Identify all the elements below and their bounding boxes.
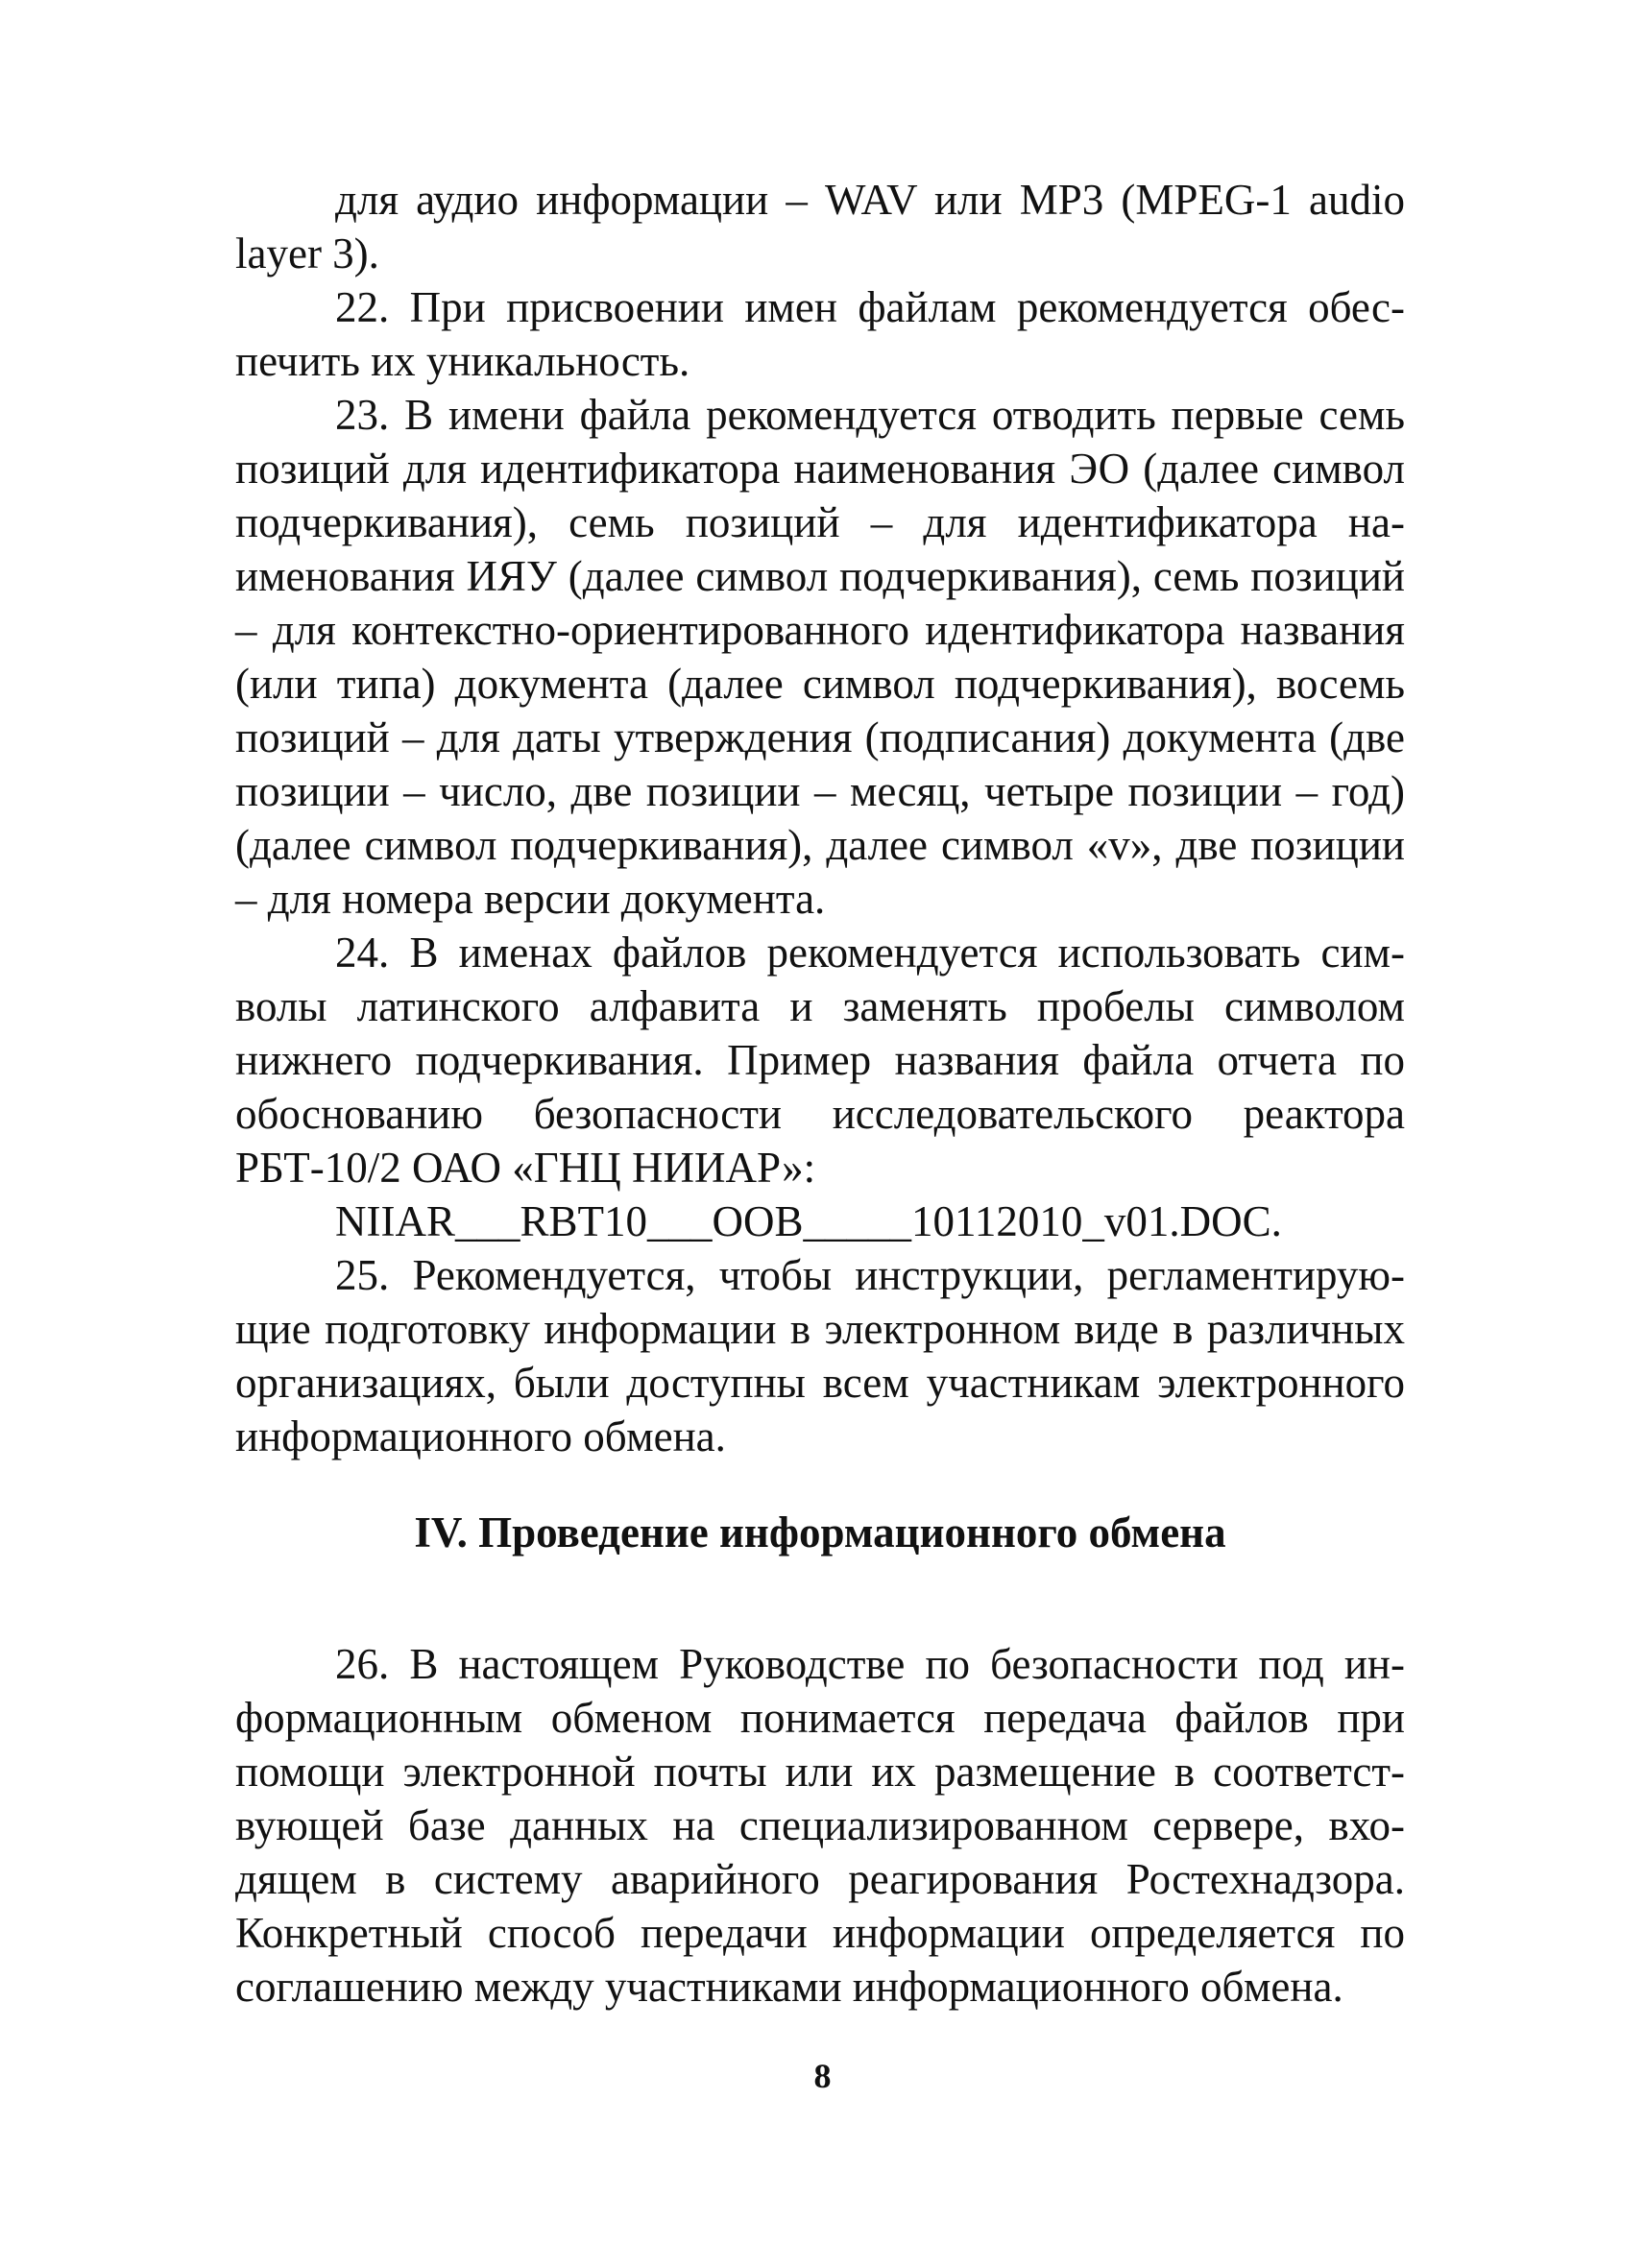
paragraph-21-continuation: для аудио информации – WAV или MP3 (MPEG-1 audio layer 3). bbox=[235, 176, 1405, 277]
filename-example: NIIAR___RBT10___OOB_____10112010_v01.DOC. bbox=[335, 1197, 1282, 1245]
paragraph-22: 22. При присвоении имен файлам рекомендуется обеспечить их уникальность. bbox=[235, 283, 1405, 385]
body-text-upper bbox=[235, 173, 1405, 1463]
paragraph-24: 24. В именах файлов рекомендуется использовать символы латинского алфавита и заменять пробелы символом нижнего подчеркивания. Пример названия файла отчета по обоснованию безопасности исследовательского реактора РБТ-10/2 ОАО «ГНЦ НИИАР»: bbox=[235, 929, 1405, 1192]
paragraph-23: 23. В имени файла рекомендуется отводить первые семь позиций для идентификатора наименования ЭО (далее символ подчеркивания), семь позиций – для идентификатора наименования ИЯУ (далее символ подчеркивания), семь позиций – для контекстно-ориентированного идентификатора названия (или типа) документа (далее символ подчеркивания), восемь позиций – для даты утверждения (подписания) документа (две позиции – число, две позиции – месяц, четыре позиции – год) (далее символ подчеркивания), далее символ «v», две позиции – для номера версии документа. bbox=[235, 391, 1405, 923]
page-number: 8 bbox=[813, 2057, 832, 2095]
section-heading: IV. Проведение информационного обмена bbox=[414, 1508, 1226, 1556]
paragraph-26: 26. В настоящем Руководстве по безопасности под информационным обменом понимается передача файлов при помощи электронной почты или их размещение в соответствующей базе данных на специализированном сервере, входящем в систему аварийного реагирования Ростехнадзора. Конкретный способ передачи информации определяется по соглашению между участниками информационного обмена. bbox=[235, 1640, 1405, 2011]
body-text-lower bbox=[235, 1637, 1405, 2014]
paragraph-25: 25. Рекомендуется, чтобы инструкции, регламентирующие подготовку информации в электронном виде в различных организациях, были доступны всем участникам электронного информационного обмена. bbox=[235, 1251, 1405, 1460]
